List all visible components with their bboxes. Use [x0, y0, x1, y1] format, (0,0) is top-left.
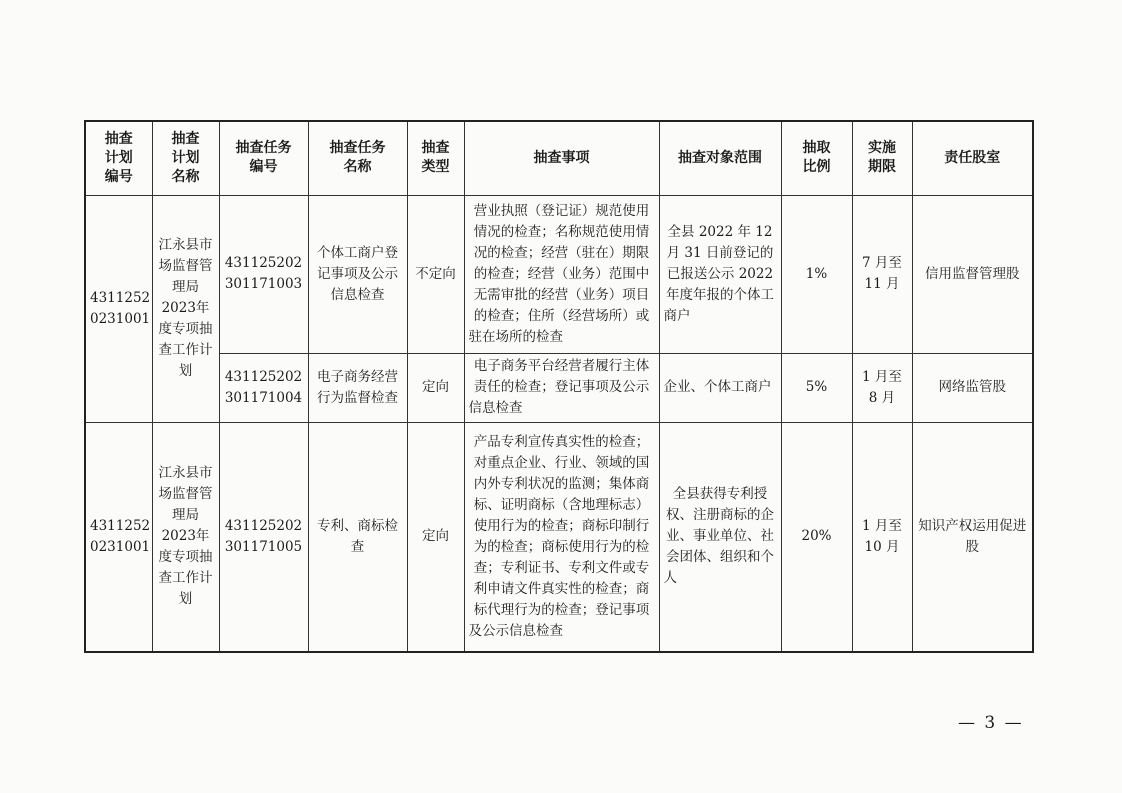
task-no-cell: 431125202 301171004 [219, 353, 308, 422]
ratio-cell: 1% [781, 195, 852, 353]
dept-cell: 信用监督管理股 [912, 195, 1033, 353]
header-task-name: 抽查任务 名称 [308, 121, 407, 195]
period-cell: 7 月至 11 月 [852, 195, 912, 353]
task-name-cell: 专利、商标检查 [308, 422, 407, 652]
scope-cell: 全县获得专利授权、注册商标的企业、事业单位、社会团体、组织和个人 [659, 422, 781, 652]
header-scope: 抽查对象范围 [659, 121, 781, 195]
table-row [85, 422, 1033, 652]
task-no-cell: 431125202 301171005 [219, 422, 308, 652]
header-ratio: 抽取 比例 [781, 121, 852, 195]
header-plan-name: 抽查 计划 名称 [152, 121, 219, 195]
table-row [85, 353, 1033, 422]
page-number: — 3 — [958, 713, 1024, 733]
task-no-cell: 431125202 301171003 [219, 195, 308, 353]
plan-name-cell: 江永县市场监督管理局2023年度专项抽查工作计划 [152, 422, 219, 652]
ratio-cell: 20% [781, 422, 852, 652]
header-period: 实施 期限 [852, 121, 912, 195]
items-cell: 产品专利宣传真实性的检查；对重点企业、行业、领域的国内外专利状况的监测；集体商标、证明商标（含地理标志）使用行为的检查；商标印制行为的检查；商标使用行为的检查；专利证书、专利文件或专利申请文件真实性的检查；商标代理行为的检查；登记事项及公示信息检查 [464, 422, 659, 652]
period-cell: 1 月至 8 月 [852, 353, 912, 422]
plan-name-cell: 江永县市场监督管理局2023年度专项抽查工作计划 [152, 195, 219, 422]
period-cell: 1 月至 10 月 [852, 422, 912, 652]
type-cell: 不定向 [407, 195, 464, 353]
ratio-cell: 5% [781, 353, 852, 422]
header-dept: 责任股室 [912, 121, 1033, 195]
type-cell: 定向 [407, 353, 464, 422]
dept-cell: 知识产权运用促进股 [912, 422, 1033, 652]
items-cell: 营业执照（登记证）规范使用情况的检查；名称规范使用情况的检查；经营（驻在）期限的检查；经营（业务）范围中无需审批的经营（业务）项目的检查；住所（经营场所）或驻在场所的检查 [464, 195, 659, 353]
header-task-no: 抽查任务 编号 [219, 121, 308, 195]
plan-no-cell: 4311252 0231001 [85, 195, 152, 422]
scope-cell: 全县 2022 年 12 月 31 日前登记的已报送公示 2022 年度年报的个体工商户 [659, 195, 781, 353]
header-type: 抽查 类型 [407, 121, 464, 195]
task-name-cell: 个体工商户登记事项及公示信息检查 [308, 195, 407, 353]
table-row [85, 195, 1033, 353]
scope-cell: 企业、个体工商户 [659, 353, 781, 422]
header-plan-no: 抽查 计划 编号 [85, 121, 152, 195]
dept-cell: 网络监管股 [912, 353, 1033, 422]
table-header-row [85, 121, 1033, 195]
task-name-cell: 电子商务经营行为监督检查 [308, 353, 407, 422]
type-cell: 定向 [407, 422, 464, 652]
plan-no-cell: 4311252 0231001 [85, 422, 152, 652]
header-items: 抽查事项 [464, 121, 659, 195]
inspection-plan-table [84, 120, 1034, 653]
items-cell: 电子商务平台经营者履行主体责任的检查；登记事项及公示信息检查 [464, 353, 659, 422]
